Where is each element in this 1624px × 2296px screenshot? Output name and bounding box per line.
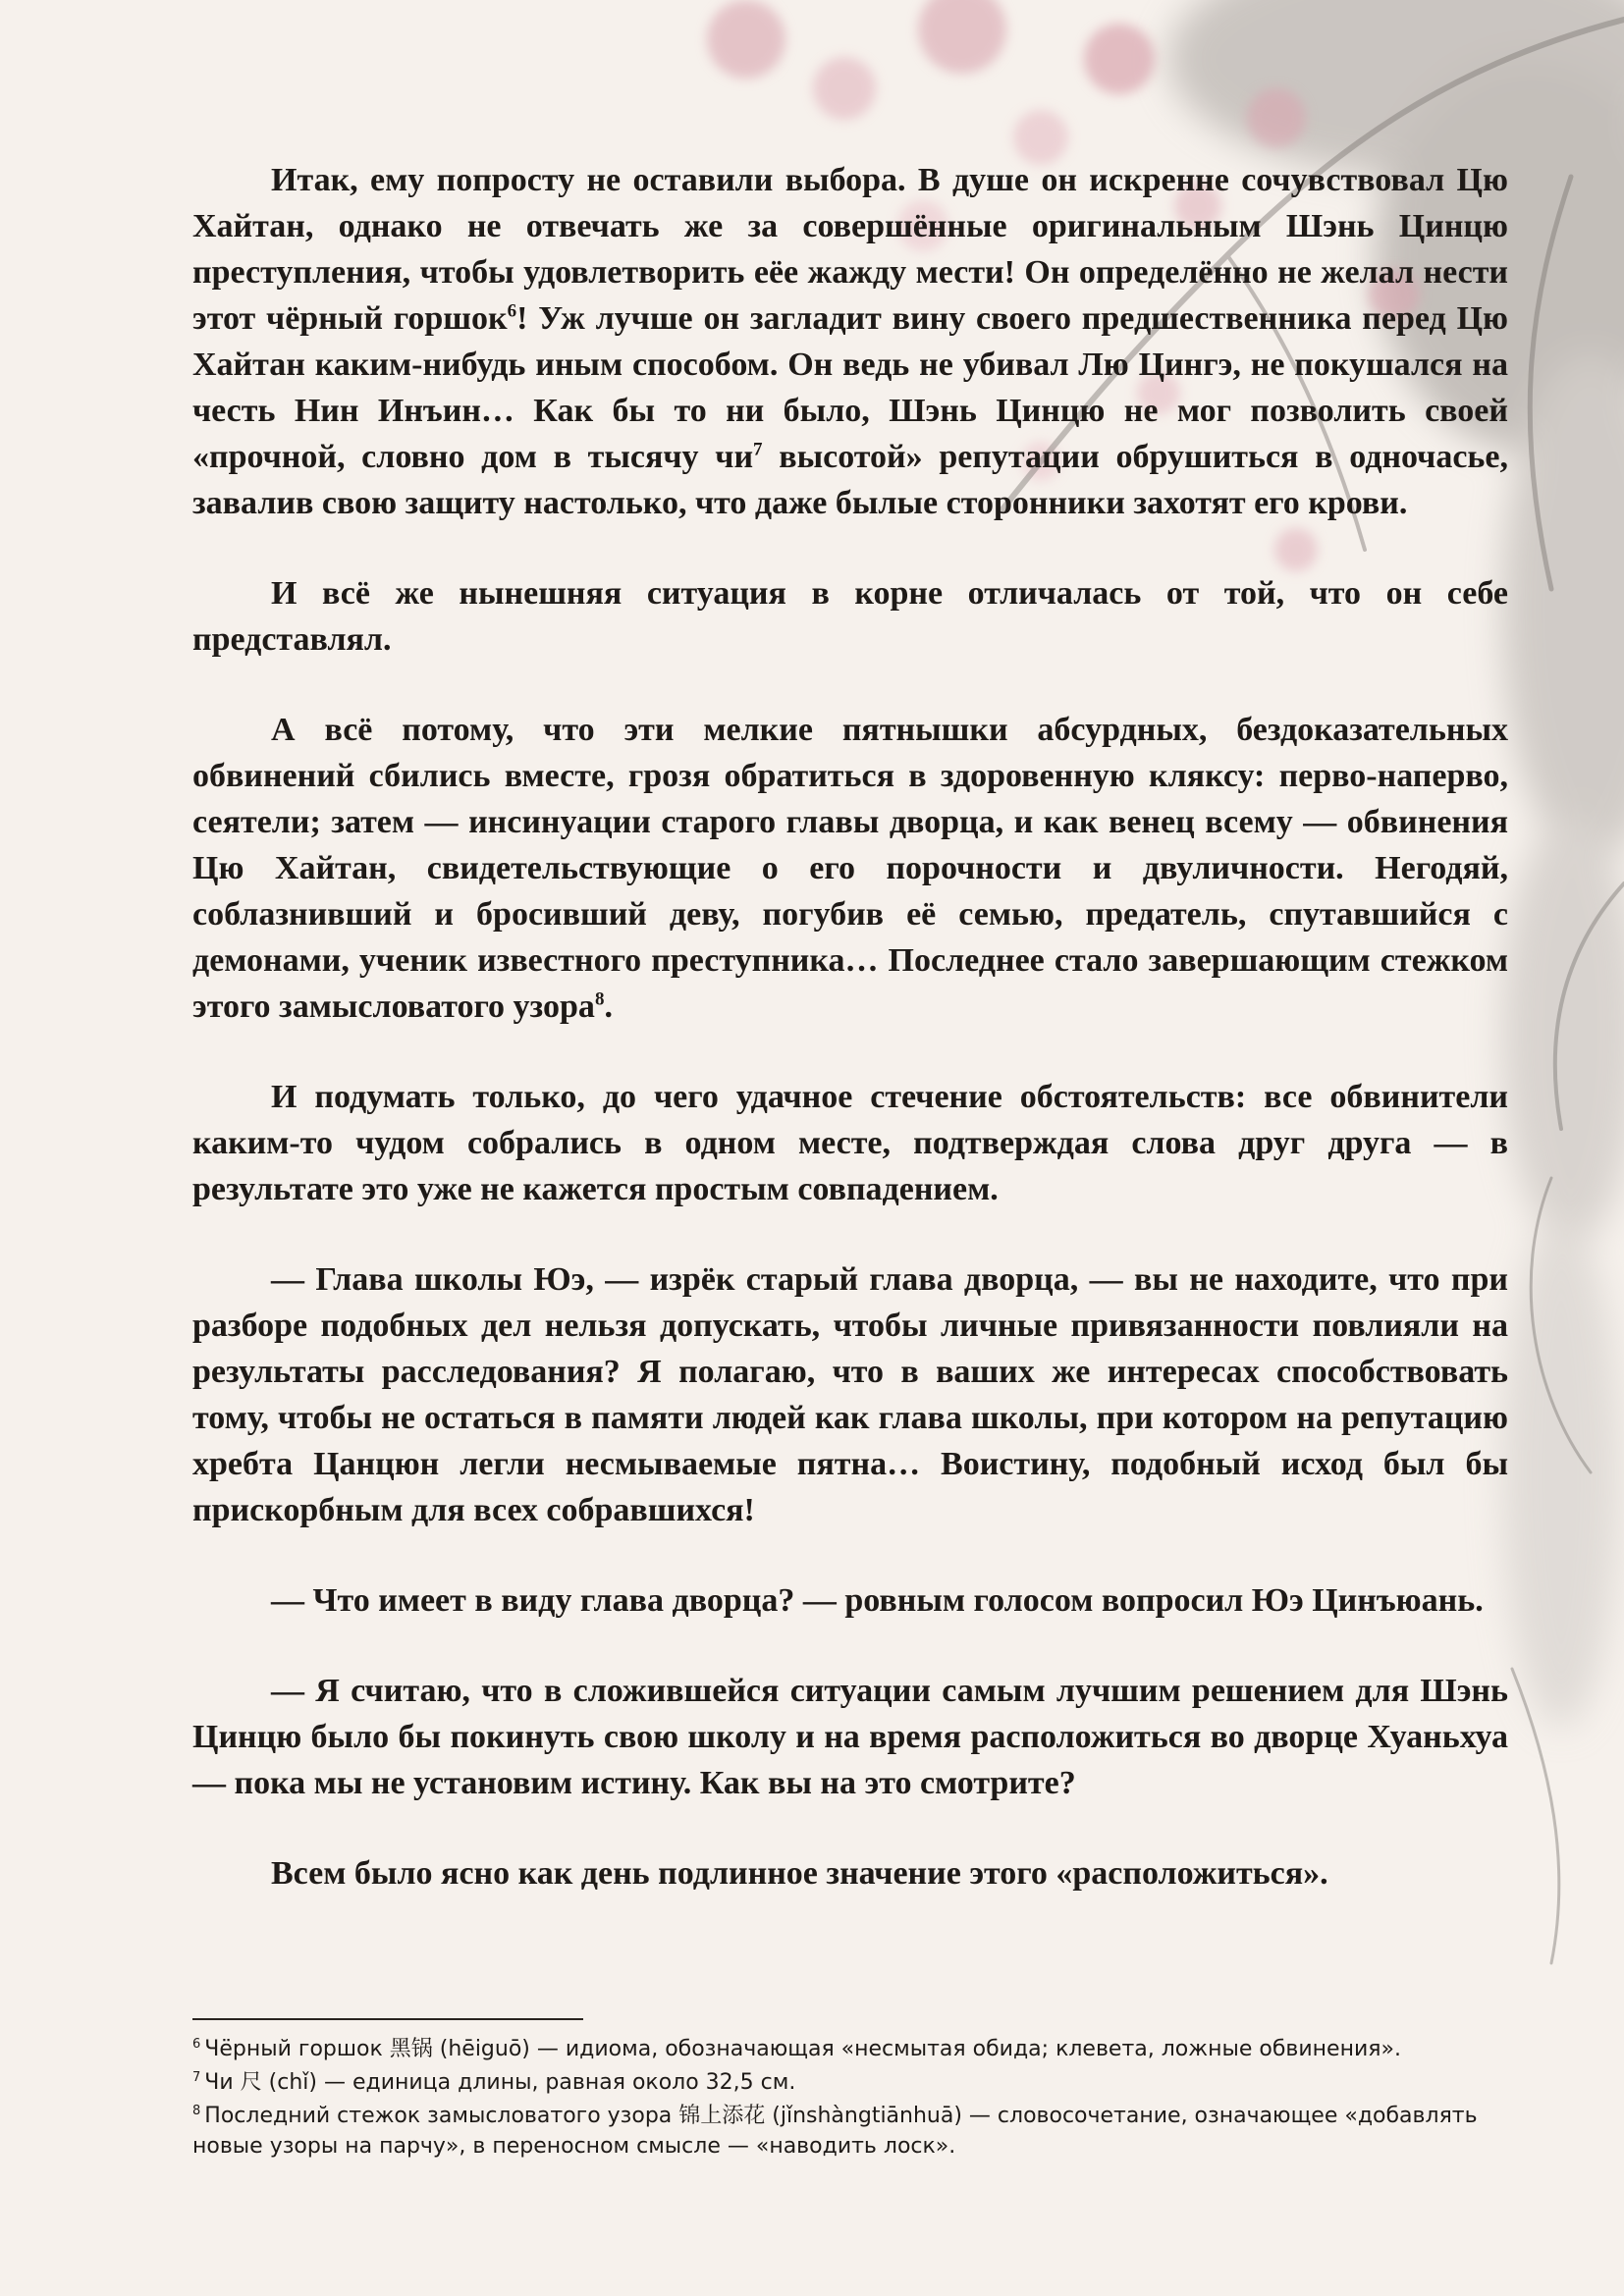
footnote-6 [192, 2034, 1508, 2064]
footnotes [192, 2034, 1508, 2164]
footnote-7 [192, 2067, 1508, 2098]
paragraph-6: — Что имеет в виду глава дворца? — ровным голосом вопросил Юэ Цинъюань. [271, 1582, 1484, 1619]
footnote-number: 6 [192, 2036, 201, 2052]
paragraph-5: — Глава школы Юэ, — изрёк старый глава дворца, — вы не находите, что при разборе подобных дел нельзя допускать, чтобы личные привязанности повлияли на результаты расследования? Я полагаю, что в ваших же интересах способствовать тому, чтобы не остаться в памяти людей как глава школы, при котором на репутацию хребта Цанцюн легли несмываемые пятна… Воистину, подобный исход был бы прискорбным для всех собравшихся! [192, 1261, 1508, 1528]
footnote-text: Последний стежок замысловатого узора 锦上添花 (jǐnshàngtiānhuā) — словосочетание, означающее «добавлять новые узоры на парчу», в переносном смысле — «наводить лоск». [192, 2104, 1478, 2159]
paragraph-7: — Я считаю, что в сложившейся ситуации самым лучшим решением для Шэнь Цинцю было бы покинуть свою школу и на время расположиться во дворце Хуаньхуа — пока мы не установим истину. Как вы на это смотрите? [192, 1673, 1508, 1801]
main-text [192, 157, 1508, 1941]
paragraph-1: Итак, ему попросту не оставили выбора. В душе он искренне сочувствовал Цю Хайтан, однако не отвечать же за совершённые оригинальным Шэнь Цинцю преступления, чтобы удовлетворить еёе жажду мести! Он определённо не желал нести этот чёрный горшок$^6$! Уж лучше он загладит вину своего предшественника перед Цю Хайтан каким-нибудь иным способом. Он ведь не убивал Лю Цингэ, не покушался на честь Нин Инъин… Как бы то ни было, Шэнь Цинцю не мог позволить своей «прочной, словно дом в тысячу $чи^7$ высотой» репутации обрушиться в одночасье, завалив свою защиту настолько, что даже былые сторонники захотят его крови. [192, 162, 1508, 521]
paragraph-2: И всё же нынешняя ситуация в корне отличалась от той, что он себе представлял. [192, 575, 1508, 658]
footnote-number: 8 [192, 2103, 201, 2118]
footnote-ref-6[interactable]: 6 [507, 300, 517, 322]
footnote-divider [192, 2018, 583, 2020]
paragraph-4: И подумать только, до чего удачное стечение обстоятельств: все обвинители каким-то чудом собрались в одном месте, подтверждая слова друг друга — в результате это уже не кажется простым совпадением. [192, 1079, 1508, 1207]
footnote-ref-8[interactable]: 8 [594, 988, 605, 1010]
footnote-text: Чёрный горшок 黑锅 (hēiguō) — идиома, обозначающая «несмытая обида; клевета, ложные обвинения». [204, 2037, 1401, 2061]
paragraph-8: Всем было ясно как день подлинное значение этого «расположиться». [271, 1855, 1328, 1892]
footnote-8 [192, 2101, 1508, 2162]
footnote-ref-7[interactable]: 7 [753, 439, 763, 460]
footnote-text: Чи 尺 (chǐ) — единица длины, равная около 32,5 см. [204, 2070, 796, 2095]
footnote-number: 7 [192, 2069, 201, 2085]
paragraph-3: А всё потому, что эти мелкие пятнышки абсурдных, бездоказательных обвинений сбились вместе, грозя обратиться в здоровенную кляксу: перво-наперво, сеятели; затем — инсинуации старого главы дворца, и как венец всему — обвинения Цю Хайтан, свидетельствующие о его порочности и двуличности. Негодяй, соблазнивший и бросивший деву, погубив её семью, предатель, спутавшийся с демонами, ученик известного преступника… Последнее стало завершающим стежком этого замысловатого узора$^8$. [192, 712, 1508, 1025]
